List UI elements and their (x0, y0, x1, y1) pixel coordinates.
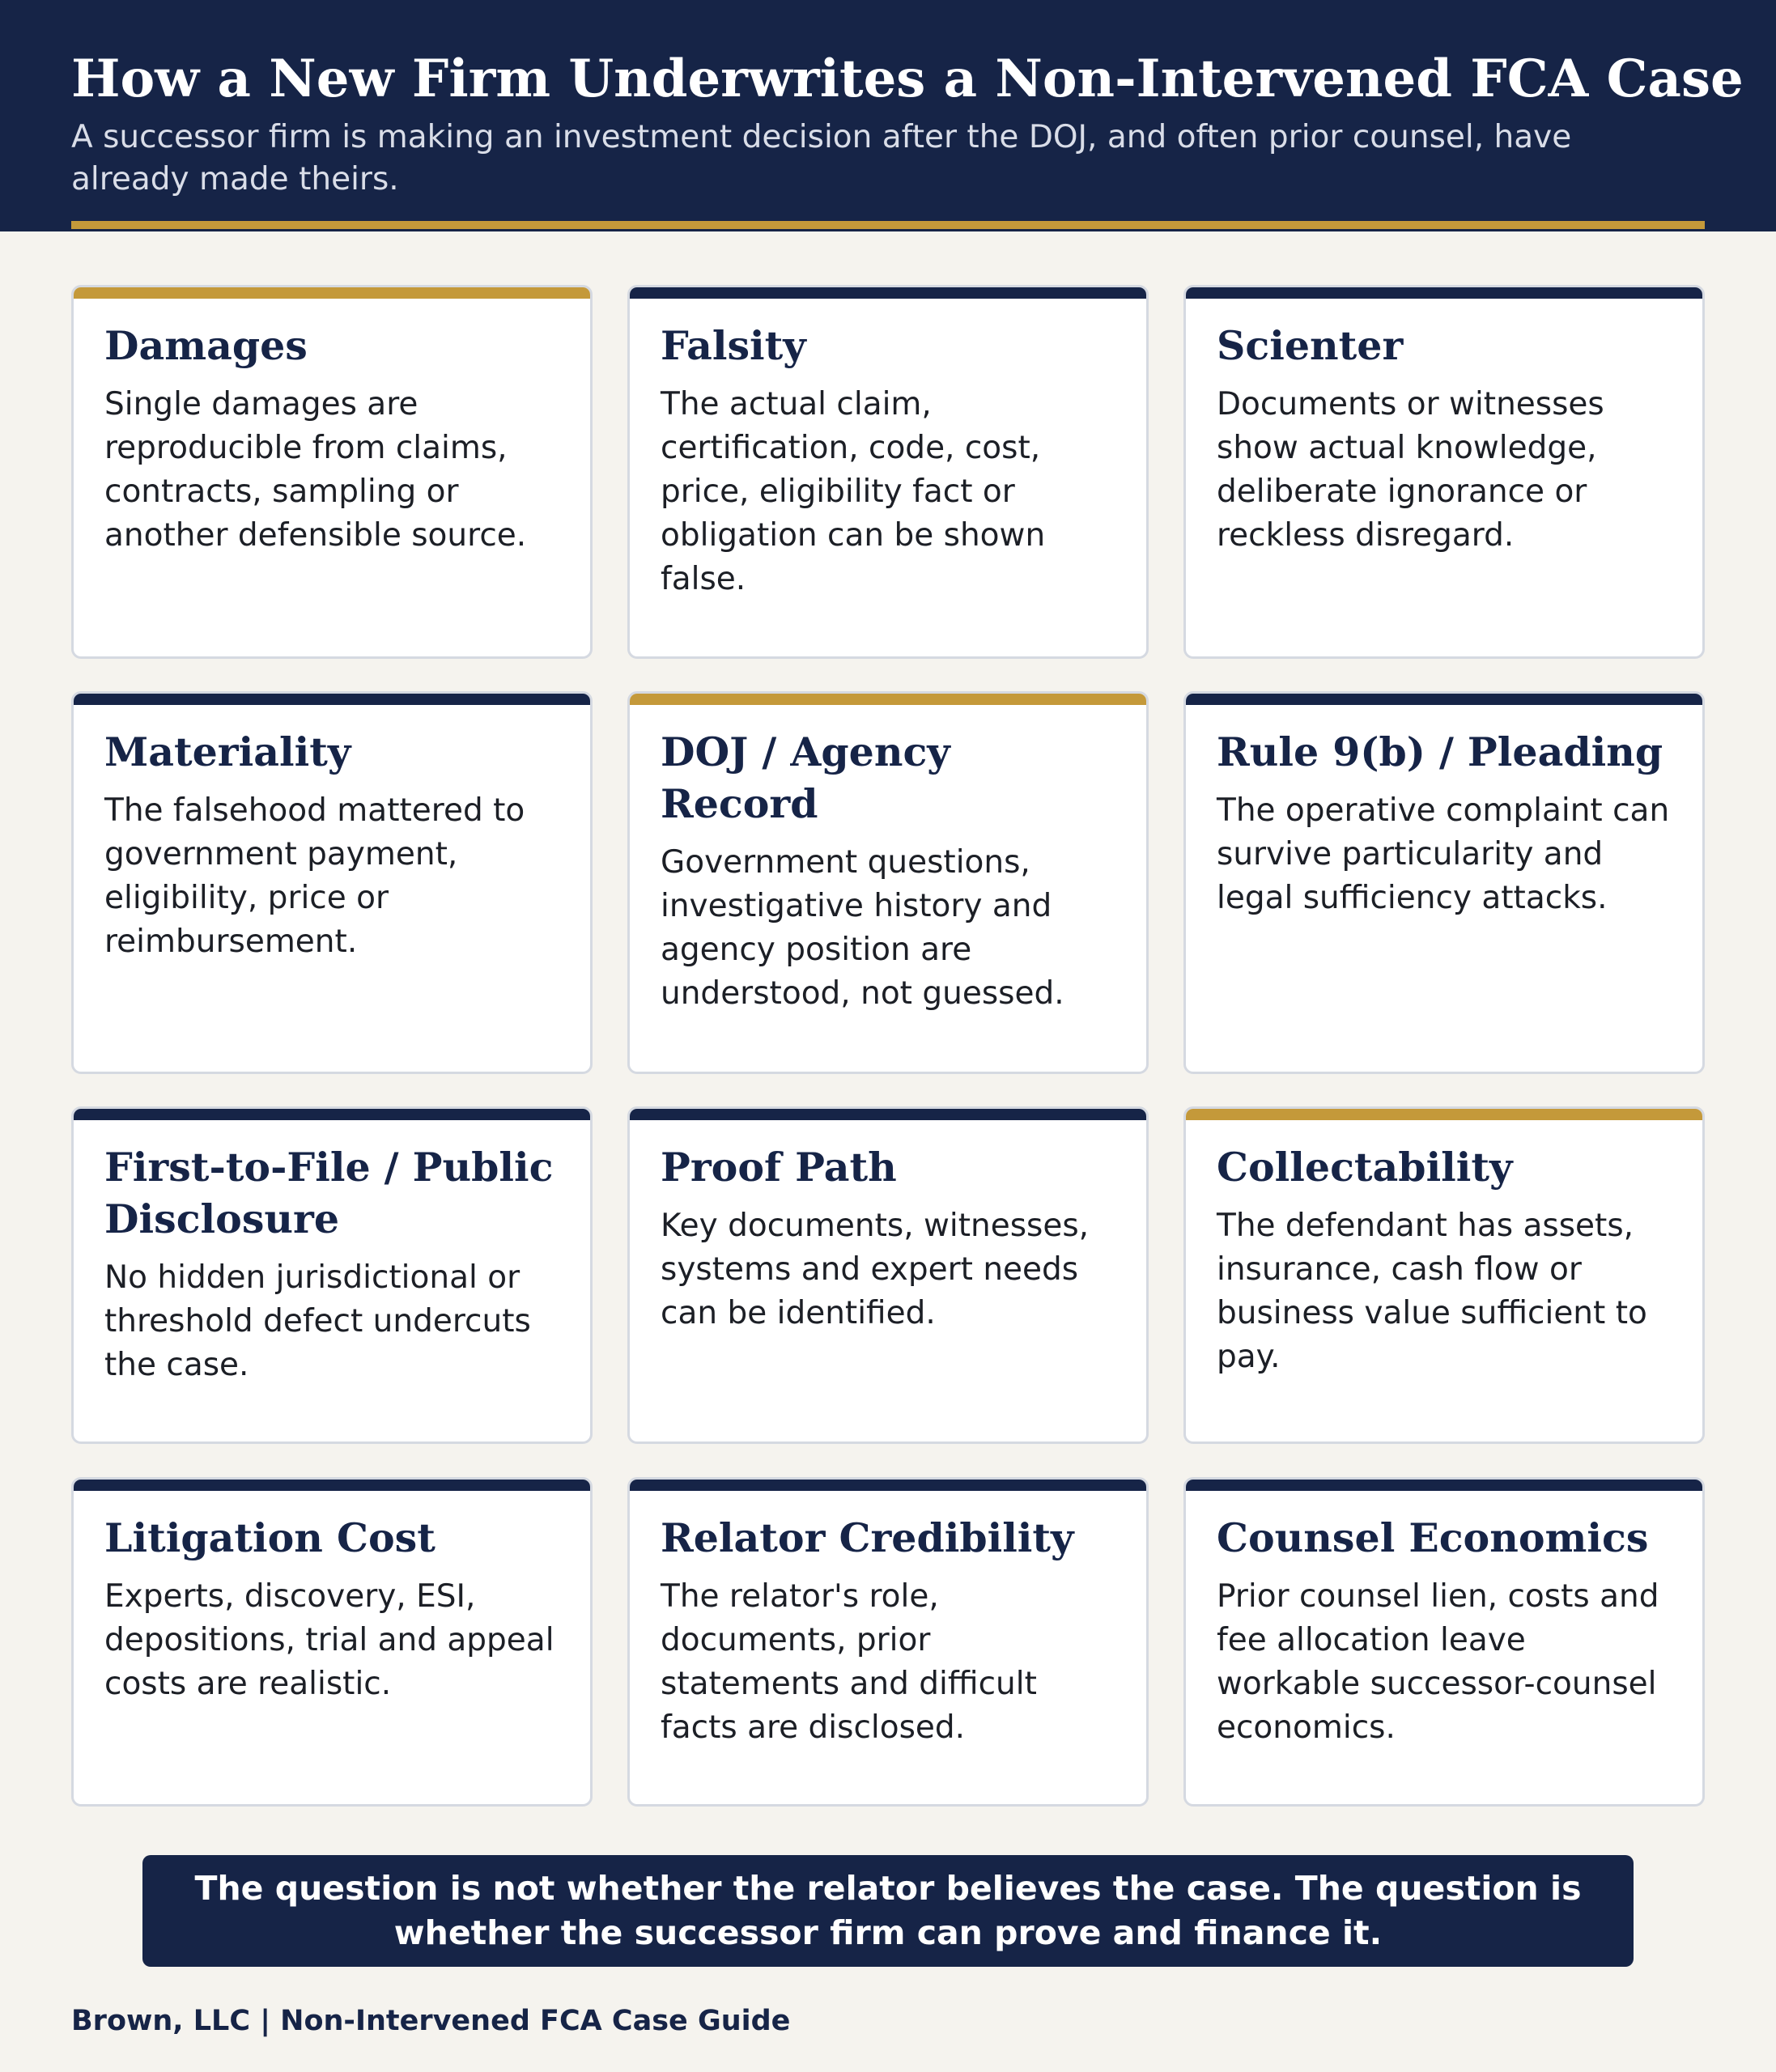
card-title: Scienter (1217, 322, 1404, 369)
card-title: Proof Path (661, 1144, 897, 1191)
card-accent-bar (630, 1109, 1146, 1120)
card-accent-bar (630, 287, 1146, 299)
header (0, 0, 1776, 231)
card-accent-bar (74, 287, 590, 299)
card-title: Litigation Cost (104, 1514, 436, 1561)
card-litigation-cost (71, 1477, 593, 1807)
card-accent-bar (1186, 694, 1702, 705)
card-body: The falsehood mattered to government payment, eligibility, price or reimbursement. (104, 792, 525, 960)
card-body: Experts, discovery, ESI, depositions, trial and appeal costs are realistic. (104, 1578, 554, 1702)
card-first-to-file (71, 1106, 593, 1444)
card-falsity (627, 285, 1149, 659)
card-rule-9b-pleading (1183, 691, 1705, 1074)
card-title: Counsel Economics (1217, 1514, 1649, 1561)
card-title: Materiality (104, 728, 351, 775)
card-accent-bar (630, 1480, 1146, 1491)
footer-credit: Brown, LLC | Non-Intervened FCA Case Guide (71, 2005, 791, 2037)
card-title: Collectability (1217, 1144, 1513, 1191)
card-body: Government questions, investigative history and agency position are understood, not guessed. (661, 844, 1064, 1012)
card-body: The operative complaint can survive particularity and legal sufficiency attacks. (1217, 792, 1670, 916)
header-divider (71, 221, 1705, 229)
card-scienter (1183, 285, 1705, 659)
card-collectability (1183, 1106, 1705, 1444)
card-body: Single damages are reproducible from claims, contracts, sampling or another defensible source. (104, 386, 527, 554)
card-title: Relator Credibility (661, 1514, 1074, 1561)
card-body: Prior counsel lien, costs and fee allocation leave workable successor-counsel economics. (1217, 1578, 1659, 1746)
card-title: Damages (104, 322, 308, 369)
card-body: The defendant has assets, insurance, cash flow or business value sufficient to pay. (1217, 1208, 1647, 1375)
card-accent-bar (74, 1109, 590, 1120)
card-accent-bar (74, 694, 590, 705)
page-subtitle: A successor firm is making an investment decision after the DOJ, and often prior counsel, have already made theirs. (71, 119, 1572, 197)
card-damages (71, 285, 593, 659)
card-accent-bar (630, 694, 1146, 705)
card-body: No hidden jurisdictional or threshold defect undercuts the case. (104, 1259, 531, 1383)
card-accent-bar (1186, 1480, 1702, 1491)
card-doj-agency-record (627, 691, 1149, 1074)
card-title: First-to-File / Public Disclosure (104, 1144, 554, 1242)
card-counsel-economics (1183, 1477, 1705, 1807)
card-body: Documents or witnesses show actual knowledge, deliberate ignorance or reckless disregard. (1217, 386, 1604, 554)
card-materiality (71, 691, 593, 1074)
card-title: Falsity (661, 322, 806, 369)
card-title: Rule 9(b) / Pleading (1217, 728, 1663, 775)
card-accent-bar (1186, 287, 1702, 299)
key-question-banner (142, 1855, 1634, 1967)
card-body: Key documents, witnesses, systems and expert needs can be identified. (661, 1208, 1090, 1331)
card-body: The actual claim, certification, code, cost, price, eligibility fact or obligation can be shown false. (661, 386, 1046, 597)
card-proof-path (627, 1106, 1149, 1444)
page-title: How a New Firm Underwrites a Non-Intervened FCA Case (71, 49, 1744, 109)
card-accent-bar (1186, 1109, 1702, 1120)
card-accent-bar (74, 1480, 590, 1491)
card-body: The relator's role, documents, prior statements and difficult facts are disclosed. (661, 1578, 1037, 1746)
banner-text: The question is not whether the relator believes the case. The question is whether the successor firm can prove and finance it. (194, 1869, 1582, 1952)
card-relator-credibility (627, 1477, 1149, 1807)
card-title: DOJ / Agency Record (661, 728, 950, 827)
